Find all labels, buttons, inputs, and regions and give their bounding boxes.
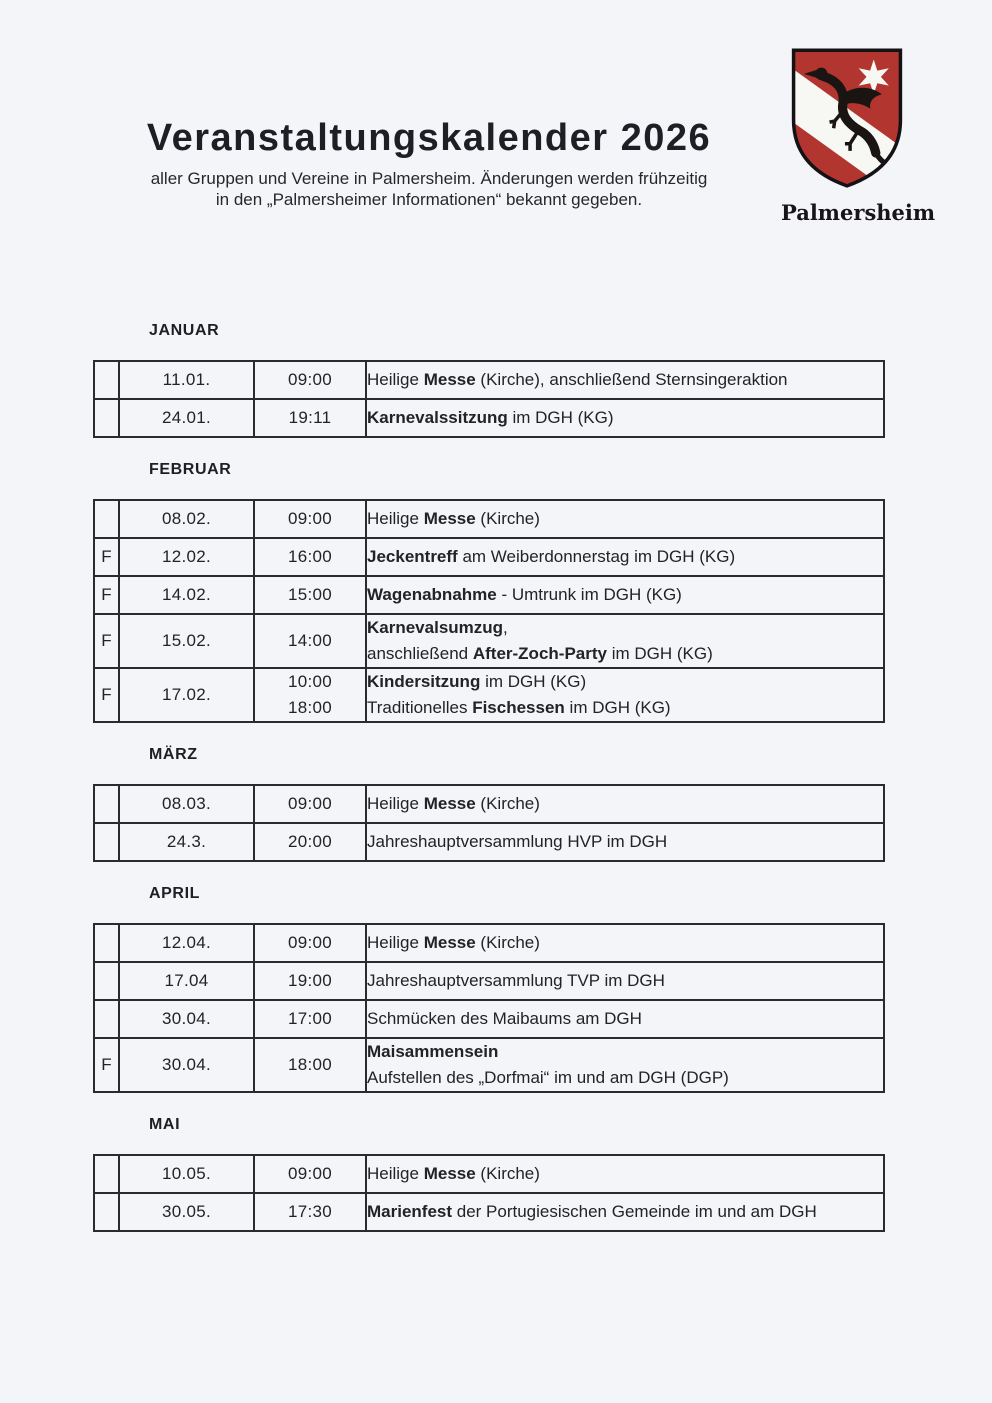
event-row: [94, 823, 884, 861]
event-time-cell: [254, 1193, 366, 1231]
event-desc-line: [367, 791, 883, 817]
event-desc-line: [367, 968, 883, 994]
event-desc-bold: Karnevalsumzug: [367, 618, 504, 637]
event-time-cell: [254, 785, 366, 823]
event-desc-line: [367, 1199, 883, 1225]
month-heading-februar: FEBRUAR: [149, 461, 232, 478]
event-desc-bold: Messe: [423, 933, 476, 952]
event-row: [94, 500, 884, 538]
event-time: 19:11: [288, 408, 332, 427]
event-flag-cell: [94, 1000, 119, 1038]
event-desc-bold: Fischessen: [472, 698, 565, 717]
month-heading-januar: JANUAR: [149, 322, 220, 339]
event-desc-text: Heilige: [367, 370, 424, 389]
event-date-cell: 11.01.: [119, 361, 254, 399]
event-date-cell: 17.02.: [119, 668, 254, 722]
event-time-cell: [254, 614, 366, 668]
event-time: 09:00: [287, 370, 333, 389]
event-time: 17:30: [287, 1202, 333, 1221]
event-desc-cell: [366, 614, 884, 668]
event-desc-text: im DGH (KG): [606, 644, 713, 663]
event-desc-bold: Karnevalssitzung: [367, 408, 508, 427]
event-date-cell: 08.03.: [119, 785, 254, 823]
document-header: [118, 118, 740, 210]
event-date-cell: 24.3.: [119, 823, 254, 861]
event-calendar: [93, 321, 883, 1254]
event-desc-line: [367, 641, 883, 667]
event-date-cell: 10.05.: [119, 1155, 254, 1193]
event-desc-text: im DGH (KG): [480, 672, 587, 691]
event-date-cell: 30.04.: [119, 1000, 254, 1038]
event-date-cell: 17.04: [119, 962, 254, 1000]
event-time-cell: [254, 538, 366, 576]
event-desc-line: [367, 1065, 883, 1091]
event-time: 09:00: [287, 509, 333, 528]
event-time-cell: [254, 668, 366, 722]
event-flag-cell: [94, 1193, 119, 1231]
month-table-januar: [93, 360, 885, 438]
event-row: [94, 785, 884, 823]
event-desc-cell: [366, 576, 884, 614]
event-desc-cell: [366, 500, 884, 538]
event-flag-cell: [94, 1155, 119, 1193]
event-desc-cell: [366, 1193, 884, 1231]
event-row: [94, 614, 884, 668]
event-time-cell: [254, 962, 366, 1000]
event-desc-text: Heilige: [367, 509, 424, 528]
event-time: 19:00: [287, 971, 333, 990]
event-time-cell: [254, 399, 366, 437]
month-table-maerz: [93, 784, 885, 862]
event-desc-bold: Kindersitzung: [367, 672, 481, 691]
event-time: 09:00: [287, 933, 333, 952]
event-desc-bold: Messe: [423, 370, 476, 389]
event-desc-text: anschließend: [367, 644, 473, 663]
event-date-cell: 12.04.: [119, 924, 254, 962]
event-desc-text: der Portugiesischen Gemeinde im und am DGH: [452, 1202, 817, 1221]
event-desc-line: [367, 506, 883, 532]
event-desc-line: [367, 695, 883, 721]
event-row: [94, 962, 884, 1000]
event-desc-bold: Marienfest: [367, 1202, 453, 1221]
event-time-cell: [254, 1000, 366, 1038]
event-desc-bold: After-Zoch-Party: [472, 644, 607, 663]
event-date-cell: 14.02.: [119, 576, 254, 614]
event-desc-bold: Messe: [423, 794, 476, 813]
event-row: [94, 576, 884, 614]
event-time: 09:00: [287, 794, 333, 813]
event-desc-text: Jahreshauptversammlung TVP im DGH: [367, 971, 665, 990]
event-desc-cell: [366, 785, 884, 823]
event-time-cell: [254, 361, 366, 399]
event-row: [94, 668, 884, 722]
event-desc-line: [367, 405, 883, 431]
subtitle-line-1: aller Gruppen und Vereine in Palmersheim. Änderungen werden frühzeitig: [150, 169, 708, 188]
event-desc-line: [367, 1039, 883, 1065]
event-flag-cell: [94, 962, 119, 1000]
event-desc-text: Heilige: [367, 1164, 424, 1183]
event-flag-cell: F: [94, 576, 119, 614]
month-table-februar: [93, 499, 885, 723]
event-desc-text: am Weiberdonnerstag im DGH (KG): [457, 547, 736, 566]
event-desc-cell: [366, 823, 884, 861]
event-desc-line: [367, 1161, 883, 1187]
event-time-cell: [254, 1155, 366, 1193]
event-desc-cell: [366, 962, 884, 1000]
event-desc-line: [367, 1006, 883, 1032]
subtitle-line-2: in den „Palmersheimer Informationen“ bekannt gegeben.: [215, 190, 643, 209]
event-desc-cell: [366, 668, 884, 722]
event-flag-cell: [94, 361, 119, 399]
event-flag-cell: F: [94, 538, 119, 576]
event-desc-text: im DGH (KG): [507, 408, 614, 427]
event-date-cell: 15.02.: [119, 614, 254, 668]
event-desc-text: Schmücken des Maibaums am DGH: [367, 1009, 642, 1028]
event-flag-cell: [94, 500, 119, 538]
event-flag-cell: F: [94, 668, 119, 722]
event-time: 09:00: [287, 1164, 333, 1183]
month-heading-mai: MAI: [149, 1116, 181, 1133]
event-time: 18:00: [287, 698, 333, 717]
page-title: Veranstaltungskalender 2026: [146, 117, 712, 159]
event-date-cell: 30.05.: [119, 1193, 254, 1231]
event-desc-line: [367, 615, 883, 641]
event-time-cell: [254, 823, 366, 861]
event-desc-text: Traditionelles: [367, 698, 473, 717]
event-date-cell: 12.02.: [119, 538, 254, 576]
event-flag-cell: F: [94, 1038, 119, 1092]
event-desc-cell: [366, 1038, 884, 1092]
event-time-cell: [254, 576, 366, 614]
event-desc-text: Aufstellen des „Dorfmai“ im und am DGH (DGP): [367, 1068, 729, 1087]
event-desc-text: (Kirche), anschließend Sternsingeraktion: [475, 370, 788, 389]
event-time: 16:00: [287, 547, 333, 566]
event-desc-cell: [366, 399, 884, 437]
event-desc-text: Jahreshauptversammlung HVP im DGH: [367, 832, 668, 851]
event-row: [94, 924, 884, 962]
event-desc-line: [367, 829, 883, 855]
event-desc-line: [367, 930, 883, 956]
event-flag-cell: [94, 823, 119, 861]
event-date-cell: 24.01.: [119, 399, 254, 437]
month-heading-maerz: MÄRZ: [149, 746, 198, 763]
event-flag-cell: [94, 924, 119, 962]
month-heading-april: APRIL: [149, 885, 200, 902]
event-row: [94, 1155, 884, 1193]
event-time-cell: [254, 1038, 366, 1092]
event-time: 10:00: [287, 672, 333, 691]
month-table-april: [93, 923, 885, 1093]
event-flag-cell: F: [94, 614, 119, 668]
event-desc-text: Heilige: [367, 933, 424, 952]
event-desc-cell: [366, 538, 884, 576]
event-time: 18:00: [287, 1055, 333, 1074]
event-date-cell: 08.02.: [119, 500, 254, 538]
event-time: 14:00: [287, 631, 333, 650]
event-desc-bold: Maisammensein: [367, 1042, 499, 1061]
event-desc-text: (Kirche): [475, 509, 540, 528]
month-table-mai: [93, 1154, 885, 1232]
event-time-cell: [254, 500, 366, 538]
event-date-cell: 30.04.: [119, 1038, 254, 1092]
event-time: 15:00: [287, 585, 333, 604]
event-desc-text: ,: [503, 618, 508, 637]
event-desc-bold: Messe: [423, 1164, 476, 1183]
event-desc-text: im DGH (KG): [564, 698, 671, 717]
palmersheim-crest-icon: [785, 42, 909, 192]
event-desc-cell: [366, 1155, 884, 1193]
event-row: [94, 399, 884, 437]
crest-label: Palmersheim: [781, 200, 936, 225]
event-desc-text: (Kirche): [475, 794, 540, 813]
event-row: [94, 1193, 884, 1231]
event-time: 20:00: [287, 832, 333, 851]
event-row: [94, 361, 884, 399]
event-flag-cell: [94, 785, 119, 823]
event-desc-bold: Jeckentreff: [367, 547, 458, 566]
event-desc-text: (Kirche): [475, 1164, 540, 1183]
event-desc-line: [367, 367, 883, 393]
event-desc-bold: Wagenabnahme: [367, 585, 497, 604]
event-desc-line: [367, 544, 883, 570]
event-row: [94, 1000, 884, 1038]
event-desc-bold: Messe: [423, 509, 476, 528]
event-time-cell: [254, 924, 366, 962]
event-time: 17:00: [287, 1009, 333, 1028]
event-desc-text: Heilige: [367, 794, 424, 813]
event-row: [94, 1038, 884, 1092]
event-flag-cell: [94, 399, 119, 437]
event-desc-cell: [366, 924, 884, 962]
event-desc-text: - Umtrunk im DGH (KG): [496, 585, 682, 604]
event-desc-line: [367, 582, 883, 608]
event-desc-cell: [366, 1000, 884, 1038]
coat-of-arms: [781, 42, 936, 225]
event-row: [94, 538, 884, 576]
event-desc-line: [367, 669, 883, 695]
event-desc-text: (Kirche): [475, 933, 540, 952]
event-desc-cell: [366, 361, 884, 399]
